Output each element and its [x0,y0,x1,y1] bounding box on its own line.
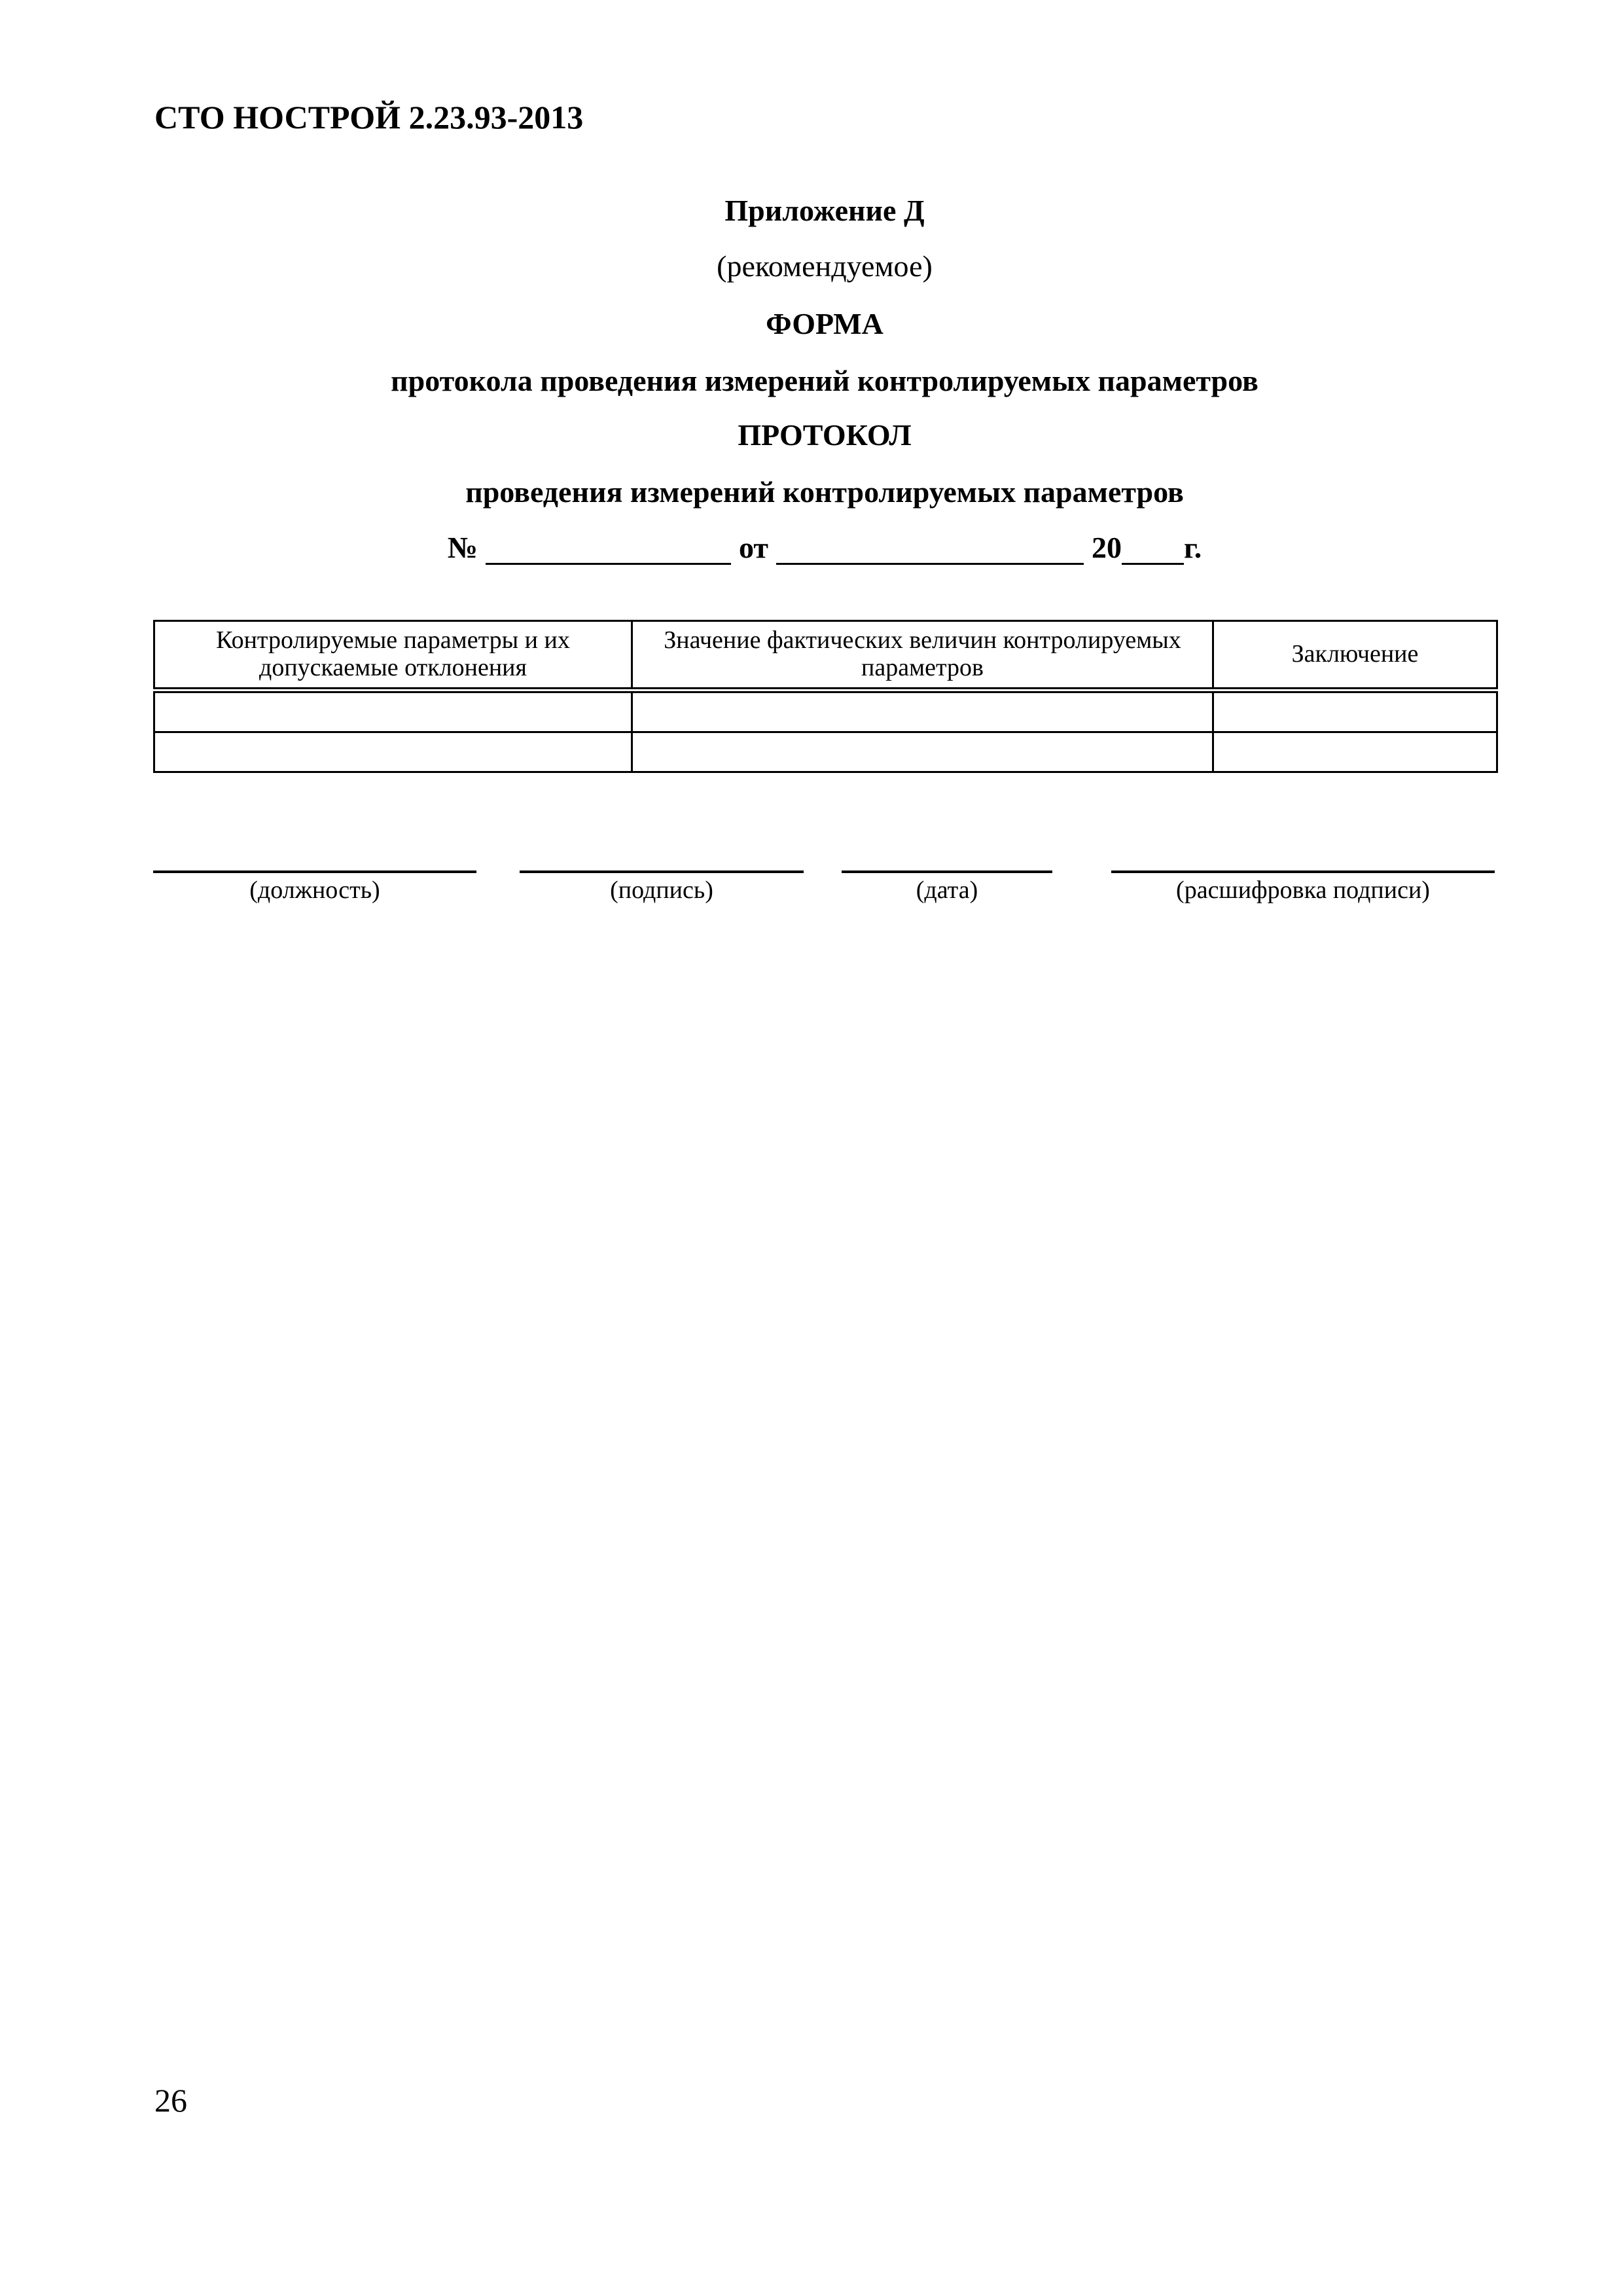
decoding-label: (расшифровка подписи) [1176,876,1430,904]
protocol-title: ПРОТОКОЛ [738,418,912,452]
year-prefix: 20 [1092,531,1122,564]
measurements-table [153,620,1498,773]
table-cell[interactable] [1213,732,1497,772]
page-number: 26 [154,2082,187,2119]
table-row [154,691,1497,732]
table-header-row [154,621,1497,691]
table-cell[interactable] [154,691,632,732]
document-code: СТО НОСТРОЙ 2.23.93-2013 [154,99,584,135]
column-header-parameters: Контролируемые параметры и их допускаемые отклонения [154,621,632,691]
protocol-number-field[interactable] [486,533,731,565]
protocol-date-field[interactable] [776,533,1084,565]
table-cell[interactable] [632,691,1213,732]
from-label: от [739,531,769,564]
decoding-signature-line[interactable] [1111,870,1495,873]
date-label: (дата) [916,876,978,904]
form-subtitle: протокола проведения измерений контролируемых параметров [391,364,1258,397]
position-signature-line[interactable] [153,870,476,873]
form-title: ФОРМА [766,307,883,340]
column-header-conclusion: Заключение [1213,621,1497,691]
table-cell[interactable] [1213,691,1497,732]
column-header-actual-values: Значение фактических величин контролируемых параметров [632,621,1213,691]
appendix-title: Приложение Д [724,194,925,227]
number-sign: № [447,531,478,564]
signature-label: (подпись) [610,876,713,904]
date-signature-line[interactable] [842,870,1052,873]
protocol-number-line [154,530,1495,565]
signature-line[interactable] [520,870,804,873]
protocol-subtitle: проведения измерений контролируемых параметров [465,475,1184,509]
table-cell[interactable] [632,732,1213,772]
table-row [154,732,1497,772]
appendix-type: (рекомендуемое) [717,249,933,283]
protocol-year-field[interactable] [1122,533,1184,565]
table-cell[interactable] [154,732,632,772]
year-suffix: г. [1184,531,1202,564]
position-label: (должность) [249,876,380,904]
